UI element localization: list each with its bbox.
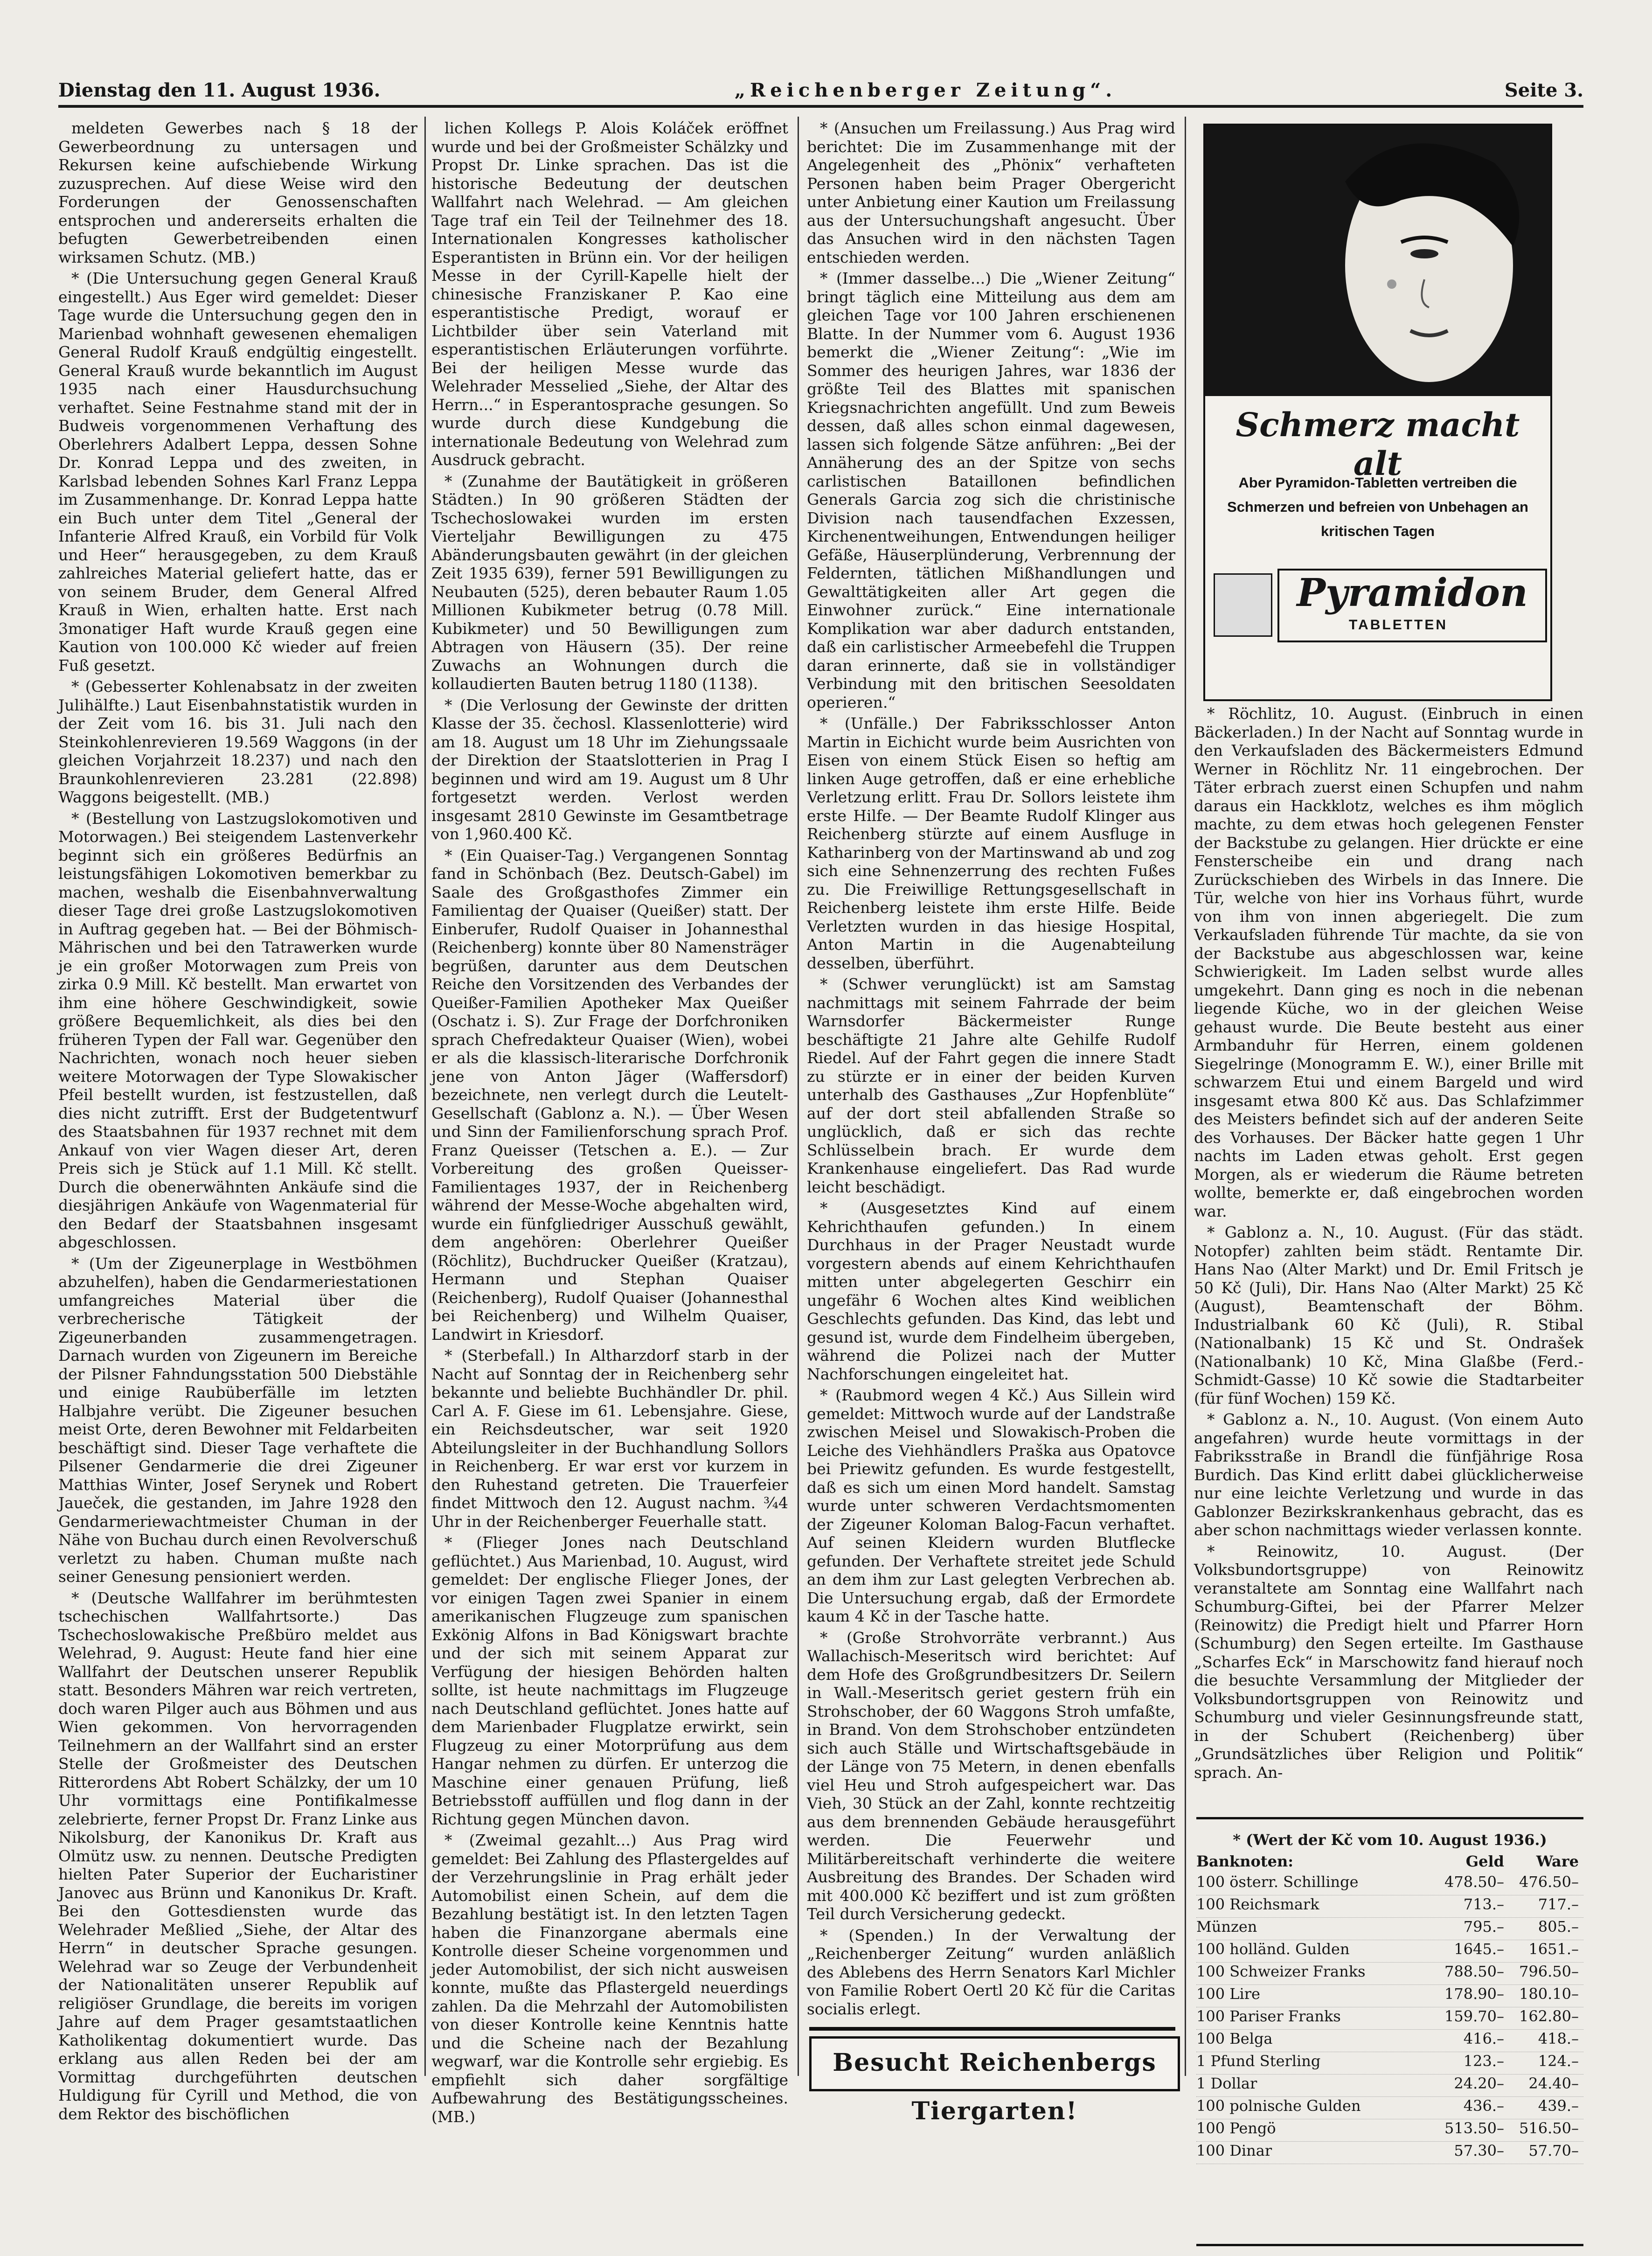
exchange-row <box>1196 2119 1583 2142</box>
newspaper-title: „Reichenberger Zeitung“. <box>735 79 1117 101</box>
rate-geld: 788.50– <box>1444 1963 1504 1980</box>
article-paragraph: lichen Kollegs P. Alois Koláček eröffnet wurde und bei der Großmeister Schälzky und Propst Dr. Linke sprachen. Das ist die historische Bedeutung der deutschen Wallfahrt nach Welehrad. — Am gleichen Tage traf ein Teil der Teilnehmer des 18. Internationalen Kongresses katholischer Esperantisten in Brünn ein. Vor der heiligen Messe in der Cyrill-Kapelle hielt der chinesische Franziskaner P. Kao eine esperantistische Predigt, worauf er Lichtbilder über sein Vaterland mit esperantistischen Erläuterungen vorführte. Bei der heiligen Messe wurde das Welehrader Messelied „Siehe, der Altar des Herrn...“ in Esperantosprache gesungen. So wurde durch diese Kundgebung die internationale Bedeutung von Welehrad zum Ausdruck gebracht. <box>431 119 788 469</box>
currency-name: Münzen <box>1196 1918 1257 1936</box>
exchange-row <box>1196 1963 1583 1985</box>
article-paragraph: * (Schwer verunglückt) ist am Samstag nachmittags mit seinem Fahrrade der beim Warnsdorfer Bäckermeister Runge beschäftigte 21 Jahre alte Gehilfe Rudolf Riedel. Auf der Fahrt gegen die innere Stadt zu stürzte er in einer der beiden Kurven unterhalb des Gasthauses „Zur Hopfenblüte“ auf der dort steil abfallenden Straße so unglücklich, daß er sich das rechte Schlüsselbein brach. Er wurde dem Krankenhause eingeliefert. Das Rad wurde leicht beschädigt. <box>807 975 1175 1196</box>
zoo-banner: Besucht Reichenbergs Tiergarten! <box>809 2036 1180 2091</box>
rate-ware: 24.40– <box>1528 2075 1579 2092</box>
header-geld: Geld <box>1465 1852 1504 1870</box>
column-divider <box>424 117 426 2076</box>
article-paragraph: meldeten Gewerbes nach § 18 der Gewerbeordnung zu untersagen und Rekursen keine aufschiebende Wirkung zuzusprechen. Auf diese Weise wird den Forderungen der Genossenschaften entsprochen und andererseits erhalten die befugten Gewerbetreibenden einen wirksamen Schutz. (MB.) <box>58 119 417 266</box>
article-paragraph: * (Deutsche Wallfahrer im berühmtesten tschechischen Wallfahrtsorte.) Das Tschechoslowakische Preßbüro meldet aus Welehrad, 9. August: Heute fand hier eine Wallfahrt der Deutschen unserer Republik statt. Besonders Mähren war reich vertreten, doch waren Pilger auch aus Böhmen und aus Wien gekommen. Von hervorragenden Teilnehmern an der Wallfahrt sind an erster Stelle der Großmeister des Deutschen Ritterordens Abt Robert Schälzky, der um 10 Uhr vormittags eine Pontifikalmesse zelebrierte, ferner Propst Dr. Franz Linke aus Nikolsburg, der Kanonikus Dr. Kraft aus Olmütz usw. zu nennen. Deutsche Predigten hielten Pater Superior der Eucharistiner Janovec aus Brünn und Kanonikus Dr. Kraft. Bei den Gottesdiensten wurde das Welehrader Meßlied „Siehe, der Altar des Herrn“ in deutscher Sprache gesungen. Welehrad war so Zeuge der Verbundenheit der Nationalitäten unserer Republik auf religiöser Grundlage, die bereits im vorigen Jahre auf dem Prager gesamtstaatlichen Katholikentag dokumentiert wurde. Das erklang aus allen Reden bei der am Vormittag durchgeführten deutschen Huldigung für Cyrill und Method, die von dem Rektor des bischöflichen <box>58 1588 417 2123</box>
article-paragraph: * (Große Strohvorräte verbrannt.) Aus Wallachisch-Meseritsch wird berichtet: Auf dem Hofe des Großgrundbesitzers Dr. Seilern in Wall.-Meseritsch geriet gestern früh ein Strohschober, der 60 Waggons Stroh umfaßte, in Brand. Von dem Strohschober entzündeten sich auch Ställe und Wirtschaftsgebäude in der Länge von 75 Metern, in denen ebenfalls viel Heu und Stroh aufgespeichert war. Das Vieh, 30 Stück an der Zahl, konnte rechtzeitig aus dem brennenden Gebäude herausgeführt werden. Die Feuerwehr und Militärbereitschaft verhinderte die weitere Ausbreitung des Brandes. Der Schaden wird mit 400.000 Kč beziffert und ist zum größten Teil durch Versicherung gedeckt. <box>807 1628 1175 1923</box>
ad-slogan: Schmerz macht alt <box>1236 405 1520 483</box>
article-paragraph: * Gablonz a. N., 10. August. (Für das städt. Notopfer) zahlten beim städt. Rentamte Dir. Hans Nao (Alter Markt) und Dr. Emil Fritsch je 50 Kč (Juli), Dir. Hans Nao (Alter Markt) 25 Kč (August), Beamtenschaft der Böhm. Industrialbank 60 Kč (Juli), R. Stibal (Nationalbank) 15 Kč und St. Ondrašek (Nationalbank) 10 Kč, Mina Glaßbe (Ferd.-Schmidt-Gasse) 10 Kč sowie die Stadtarbeiter (für fünf Wochen) 159 Kč. <box>1194 1223 1583 1407</box>
ad-brand-logo <box>1277 569 1547 642</box>
exchange-header <box>1196 1852 1583 1873</box>
exchange-rate-table <box>1196 1831 1583 2242</box>
article-paragraph: * (Unfälle.) Der Fabriksschlosser Anton Martin in Eichicht wurde beim Ausrichten von Eisen von einem Stück Eisen so heftig am linken Auge getroffen, daß er eine erhebliche Verletzung erlitt. Frau Dr. Sollors leistete ihm erste Hilfe. — Der Beamte Rudolf Klinger aus Reichenberg stürzte auf einem Ausfluge in Katharinberg von der Martinswand ab und zog sich eine Sehnenzerrung des rechten Fußes zu. Die Freiwillige Rettungsgesellschaft in Reichenberg leistete ihm erste Hilfe. Beide Verletzten wurden in das hiesige Hospital, Anton Martin in die Augenabteilung desselben, überführt. <box>807 714 1175 972</box>
article-paragraph: * (Immer dasselbe...) Die „Wiener Zeitung“ bringt täglich eine Mitteilung aus dem am gleichen Tage vor 100 Jahren erschienenen Blatte. In der Nummer vom 6. August 1936 bemerkt die „Wiener Zeitung“: „Wie im Sommer des heurigen Jahres, war 1836 der größte Teil des Blattes mit spanischen Kriegsnachrichten angefüllt. Und zum Beweis dessen, daß alles schon einmal dagewesen, lassen sich folgende Sätze anführen: „Bei der Annäherung des an der Spitze von sechs carlistischen Bataillonen befindlichen Generals Garcia zog sich die christinische Division nach tausendfachen Exzessen, Kirchenentweihungen, Entwendungen heiliger Gefäße, Häuserplünderung, Verbrennung der Feldernten, tätlichen Mißhandlungen und Gewalttätigkeiten aller Art gegen die Einwohner zurück.“ Eine internationale Komplikation war aber dadurch entstanden, daß ein carlistischer Armeebefehl die Truppen daran erinnerte, daß sie in vollständiger Verbindung mit den britischen Seesoldaten operieren.“ <box>807 269 1175 711</box>
brand-name: Pyramidon <box>1297 571 1528 615</box>
exchange-row <box>1196 2097 1583 2119</box>
header-banknotes: Banknoten: <box>1196 1852 1294 1870</box>
exchange-row <box>1196 1873 1583 1895</box>
rate-geld: 436.– <box>1463 2097 1504 2115</box>
currency-name: 100 Reichsmark <box>1196 1895 1319 1913</box>
currency-name: 100 Belga <box>1196 2030 1273 2047</box>
article-paragraph: * (Bestellung von Lastzugslokomotiven und Motorwagen.) Bei steigendem Lastenverkehr beginnt sich ein größeres Bedürfnis an leistungsfähigen Lokomotiven bemerkbar zu machen, weshalb die Eisenbahnverwaltung dieser Tage drei große Lastzugslokomotiven in Auftrag gegeben hat. — Bei der Böhmisch-Mährischen und bei den Tatrawerken wurde je ein großer Motorwagen zum Preis von zirka 0.9 Mill. Kč bestellt. Man erwartet von ihm eine höhere Geschwindigkeit, sowie größere Bequemlichkeit, als dies bei den früheren Typen der Fall war. Gegenüber den Nachrichten, wonach noch heuer sieben weitere Motorwagen der Type Slowakischer Pfeil bestellt wurden, ist festzustellen, daß dies nicht zutrifft. Erst der Budgetentwurf des Staatsbahnen für 1937 rechnet mit dem Ankauf von vier Wagen dieser Art, deren Preis sich je Stück auf 1.1 Mill. Kč stellt. Durch die obenerwähnten Ankäufe sind die diesjährigen Ankäufe von Wagenmaterial für den Bedarf der Staatsbahnen insgesamt abgeschlossen. <box>58 809 417 1251</box>
column-4 <box>1194 704 1583 1801</box>
article-paragraph: * (Sterbefall.) In Altharzdorf starb in der Nacht auf Sonntag der in Reichenberg sehr bekannte und beliebte Buchhändler Dr. phil. Carl A. F. Giese im 61. Lebensjahre. Giese, ein Reichsdeutscher, war seit 1920 Abteilungsleiter in der Buchhandlung Sollors in Reichenberg. Er war erst vor kurzem in den Ruhestand getreten. Die Trauerfeier findet Mittwoch den 12. August nachm. ¾4 Uhr in der Reichenberger Feuerhalle statt. <box>431 1346 788 1531</box>
exchange-row <box>1196 1895 1583 1918</box>
rate-ware: 439.– <box>1538 2097 1579 2115</box>
currency-name: 100 österr. Schillinge <box>1196 1873 1359 1891</box>
article-paragraph: * (Die Untersuchung gegen General Krauß eingestellt.) Aus Eger wird gemeldet: Dieser Tage wurde die Untersuchung gegen den in Marienbad wohnhaft gewesenen ehemaligen General Rudolf Krauß endgültig eingestellt. General Krauß wurde bekanntlich im August 1935 nach einer Hausdurchsuchung verhaftet. Seine Festnahme stand mit der in Budweis vorgenommenen Verhaftung des Oberlehrers Adalbert Leppa, dessen Sohne Dr. Konrad Leppa und des zweiten, in Karlsbad lebenden Sohnes Karl Franz Leppa im Zusammenhange. Dr. Konrad Leppa hatte ein Buch unter dem Titel „General der Infanterie Alfred Krauß, ein Vorbild für Volk und Heer“ herausgegeben, zu dem Krauß zahlreiches Material geliefert hatte, das er von seinem Bruder, dem General Alfred Krauß in Wien, erhalten hatte. Erst nach 3monatiger Haft wurde Krauß gegen eine Kaution von 100.000 Kč wieder auf freien Fuß gesetzt. <box>58 269 417 675</box>
article-paragraph: * (Zunahme der Bautätigkeit in größeren Städten.) In 90 größeren Städten der Tschechoslowakei wurden im ersten Vierteljahr Bewilligungen zu 475 Abänderungsbauten gewährt (in der gleichen Zeit 1935 639), ferner 591 Bewilligungen zu Neubauten (525), deren bebauter Raum 1.05 Millionen Kubikmeter betrug (0.78 Mill. Kubikmeter) und 50 Bewilligungen zum Abtragen von Häusern (35). Der reine Zuwachs an Wohnungen durch die kollaudierten Bauten betrug 1180 (1138). <box>431 472 788 693</box>
rate-geld: 513.50– <box>1444 2119 1504 2137</box>
exchange-row <box>1196 2030 1583 2052</box>
article-paragraph: * (Ausgesetztes Kind auf einem Kehrichthaufen gefunden.) In einem Durchhaus in der Prager Neustadt wurde vorgestern abends auf einem Kehrichthaufen mitten unter abgelegerten Geschirr ein ungefähr 6 Wochen altes Kind weiblichen Geschlechts gefunden. Das Kind, das lebt und gesund ist, wurde dem Findelheim übergeben, während die Polizei nach der Mutter Nachforschungen eingeleitet hat. <box>807 1199 1175 1383</box>
rate-ware: 717.– <box>1538 1895 1579 1913</box>
page-number: Seite 3. <box>1504 79 1583 101</box>
currency-name: 1 Pfund Sterling <box>1196 2052 1321 2070</box>
rate-ware: 476.50– <box>1519 1873 1579 1891</box>
rate-ware: 516.50– <box>1519 2119 1579 2137</box>
pyramidon-advertisement <box>1203 124 1552 701</box>
article-paragraph: * (Ein Quaiser-Tag.) Vergangenen Sonntag fand in Schönbach (Bez. Deutsch-Gabel) im Saale des Großgasthofes Zimmer ein Familientag der Quaiser (Queißer) statt. Der Einberufer, Rudolf Quaiser in Johannesthal (Reichenberg) konnte über 80 Namensträger begrüßen, darunter aus dem Deutschen Reiche den Vorsitzenden des Verbandes der Queißer-Familien Apotheker Max Queißer (Oschatz i. S). Zur Frage der Dorfchroniken sprach Chefredakteur Quaiser (Wien), wobei er als die klassisch-literarische Dorfchronik jene von Anton Jäger (Waffersdorf) bezeichnete, nen verlegt durch die Leutelt-Gesellschaft (Gablonz a. N.). — Über Wesen und Sinn der Familienforschung sprach Prof. Franz Queisser (Tetschen a. E.). — Zur Vorbereitung des großen Queisser-Familientages 1937, der in Reichenberg während der Messe-Woche abgehalten wird, wurde ein fünfgliedriger Ausschuß gewählt, dem angehören: Oberlehrer Queißer (Röchlitz), Buchdrucker Queißer (Kratzau), Hermann und Stephan Quaiser (Reichenberg), Rudolf Quaiser (Johannesthal bei Reichenberg) und Wilhelm Quaiser, Landwirt in Kriesdorf. <box>431 846 788 1344</box>
issue-date: Dienstag den 11. August 1936. <box>58 79 381 101</box>
rate-geld: 416.– <box>1463 2030 1504 2047</box>
rate-geld: 1645.– <box>1454 1940 1504 1958</box>
exchange-title: * (Wert der Kč vom 10. August 1936.) <box>1233 1831 1547 1849</box>
currency-name: 100 Lire <box>1196 1985 1260 2003</box>
currency-name: 100 holländ. Gulden <box>1196 1940 1350 1958</box>
rate-geld: 57.30– <box>1454 2142 1504 2159</box>
currency-name: 100 Dinar <box>1196 2142 1272 2159</box>
column-divider <box>798 117 799 2076</box>
exchange-row <box>1196 1940 1583 1963</box>
exchange-row <box>1196 2142 1583 2164</box>
exchange-row <box>1196 2052 1583 2075</box>
currency-name: 1 Dollar <box>1196 2075 1257 2092</box>
rate-geld: 795.– <box>1463 1918 1504 1936</box>
currency-name: 100 Schweizer Franks <box>1196 1963 1366 1980</box>
article-paragraph: * Gablonz a. N., 10. August. (Von einem Auto angefahren) wurde heute vormittags in der Fabriksstraße in Brandl die fünfjährige Rosa Burdich. Das Kind erlitt dabei glücklicherweise nur eine leichte Verletzung und wurde in das Gablonzer Bezirkskrankenhaus gebracht, das es aber schon nachmittags wieder verlassen konnte. <box>1194 1410 1583 1539</box>
currency-name: 100 polnische Gulden <box>1196 2097 1361 2115</box>
rate-geld: 123.– <box>1463 2052 1504 2070</box>
article-paragraph: * (Ansuchen um Freilassung.) Aus Prag wird berichtet: Die im Zusammenhange mit der Angelegenheit des „Phönix“ verhafteten Personen haben beim Prager Obergericht unter Anbietung einer Kaution um Freilassung aus der Untersuchungshaft angesucht. Über das Ansuchen wird in den nächsten Tagen entschieden werden. <box>807 119 1175 266</box>
exchange-rows <box>1196 1873 1583 2164</box>
header-ware: Ware <box>1536 1852 1579 1870</box>
article-paragraph: * (Die Verlosung der Gewinste der dritten Klasse der 35. čechosl. Klassenlotterie) wird am 18. August um 18 Uhr im Ziehungssaale der Direktion der Staatslotterien in Prag I beginnen und wird am 19. August um 8 Uhr fortgesetzt werden. Verlost werden insgesamt 2810 Gewinste im Gesamtbetrage von 1,960.400 Kč. <box>431 696 788 843</box>
rate-geld: 178.90– <box>1444 1985 1504 2003</box>
rate-ware: 418.– <box>1538 2030 1579 2047</box>
currency-name: 100 Pariser Franks <box>1196 2007 1341 2025</box>
rate-ware: 124.– <box>1538 2052 1579 2070</box>
masthead-rule <box>58 105 1583 108</box>
rate-geld: 159.70– <box>1444 2007 1504 2025</box>
exchange-top-rule <box>1196 1817 1583 1819</box>
column-3 <box>807 119 1175 2022</box>
exchange-bottom-rule <box>1196 2244 1583 2246</box>
rate-ware: 796.50– <box>1519 1963 1579 1980</box>
column-1 <box>58 119 417 2125</box>
article-paragraph: * (Raubmord wegen 4 Kč.) Aus Sillein wird gemeldet: Mittwoch wurde auf der Landstraße zwischen Meisel und Slowakisch-Proben die Leiche des Viehhändlers Praška aus Opatovce bei Priewitz gefunden. Es wurde festgestellt, daß es sich um einen Mord handelt. Samstag wurde unter schweren Verdachtsmomenten der Zigeuner Koloman Balog-Facun verhaftet. Auf seinen Kleidern wurden Blutflecke gefunden. Der Verhaftete streitet jede Schuld an dem ihm zur Last gelegten Verbrechen ab. Die Untersuchung ergab, daß der Ermordete kaum 4 Kč in der Tasche hatte. <box>807 1386 1175 1625</box>
article-paragraph: * Reinowitz, 10. August. (Der Volksbundortsgruppe) von Reinowitz veranstaltete am Sonntag eine Wallfahrt nach Schumburg-Giftei, bei der Pfarrer Melzer (Reinowitz) die Predigt hielt und Pfarrer Horn (Schumburg) den Segen erteilte. Im Gasthause „Scharfes Eck“ in Marschowitz fand hierauf noch die besuchte Versammlung der Mitglieder der Volksbundortsgruppen von Reinowitz und Schumburg und vieler Gesinnungsfreunde statt, in der Schubert (Reichenberg) über „Grundsätzliches über Religion und Politik“ sprach. An- <box>1194 1542 1583 1782</box>
rate-ware: 1651.– <box>1528 1940 1579 1958</box>
rate-ware: 57.70– <box>1528 2142 1579 2159</box>
column-2 <box>431 119 788 2126</box>
exchange-row <box>1196 2007 1583 2030</box>
rate-geld: 24.20– <box>1454 2075 1504 2092</box>
article-paragraph: * (Spenden.) In der Verwaltung der „Reichenberger Zeitung“ wurden anläßlich des Ablebens des Herrn Senators Karl Michler von Familie Robert Oertl 20 Kč für die Caritas socialis erlegt. <box>807 1926 1175 2018</box>
tablet-box-illustration <box>1214 573 1272 637</box>
article-paragraph: * (Um der Zigeunerplage in Westböhmen abzuhelfen), haben die Gendarmeriestationen umfangreiches Material über die verbrecherische Tätigkeit der Zigeunerbanden zusammengetragen. Darnach wurden von Zigeunern im Bereiche der Pilsner Fahndungsstation 500 Diebstähle und einige Raubüberfälle im letzten Halbjahre verübt. Die Zigeuner besuchen meist Orte, deren Bewohner mit Feldarbeiten beschäftigt sind. Dieser Tage verhaftete die Pilsener Gendarmerie die drei Zigeuner Matthias Winter, Josef Serynek und Robert Jaueček, die gestanden, im Jahre 1928 den Gendarmeriewachtmeister Chuman in der Nähe von Buchau durch einen Revolverschuß verletzt zu haben. Chuman mußte nach seiner Genesung pensioniert werden. <box>58 1254 417 1586</box>
rate-ware: 805.– <box>1538 1918 1579 1936</box>
masthead <box>58 70 1583 107</box>
exchange-row <box>1196 2075 1583 2097</box>
article-paragraph: * (Zweimal gezahlt...) Aus Prag wird gemeldet: Bei Zahlung des Pflastergeldes auf der Verzehrungslinie in Prag erhält jeder Automobilist einen Schein, auf dem die Bezahlung bestätigt ist. In den letzten Tagen haben die Finanzorgane abermals eine Kontrolle dieser Scheine vorgenommen und jeder Automobilist, der sich nicht ausweisen konnte, mußte das Pflastergeld neuerdings zahlen. Da die Mehrzahl der Automobilisten von dieser Kontrolle keine Kenntnis hatte und die Scheine nach der Bezahlung wegwarf, war die Kontrolle sehr ergiebig. Es empfiehlt sich daher sorgfältige Aufbewahrung des Bestätigungsscheines. (MB.) <box>431 1831 788 2126</box>
article-paragraph: * (Flieger Jones nach Deutschland geflüchtet.) Aus Marienbad, 10. August, wird gemeldet: Der englische Flieger Jones, der vor einigen Tagen zwei Spanier in einem amerikanischen Flugzeuge zum spanischen Exkönig Alfons in Bad Königswart brachte und der sich mit seinem Apparat zur Verfügung der hiesigen Behörden halten sollte, ist heute nachmittags im Flugzeuge nach Deutschland geflüchtet. Jones hatte auf dem Marienbader Flugplatze erwirkt, sein Flugzeug zu einer Motorprüfung aus dem Hangar nehmen zu dürfen. Er unterzog die Maschine einer genauen Prüfung, ließ Betriebsstoff auffüllen und flog dann in der Richtung gegen München davon. <box>431 1533 788 1828</box>
rate-geld: 478.50– <box>1444 1873 1504 1891</box>
article-paragraph: * Röchlitz, 10. August. (Einbruch in einen Bäckerladen.) In der Nacht auf Sonntag wurde in den Verkaufsladen des Bäckermeisters Edmund Werner in Röchlitz Nr. 11 eingebrochen. Der Täter erbrach zuerst einen Schupfen und nahm daraus ein Hackklotz, welches es ihm möglich machte, zu dem etwas hoch gelegenen Fenster der Backstube zu gelangen. Hier drückte er eine Fensterscheibe ein und drang nach Zurückschieben des Wirbels in das Innere. Die Tür, welche von hier ins Vorhaus führt, wurde von ihm von innen abgeriegelt. Die zum Verkaufsladen führende Tür machte, da sie von der Backstube aus abgeschlossen war, keine Schwierigkeit. Im Laden selbst wurde alles umgekehrt. Dann ging es noch in die nebenan liegende Küche, wo in der gleichen Weise gehaust wurde. Die Beute besteht aus einer Armbanduhr für Herren, einem goldenen Siegelringe (Monogramm E. W.), einer Brille mit schwarzem Etui und einem Bargeld und wird insgesamt etwa 800 Kč aus. Das Schlafzimmer des Meisters befindet sich auf der anderen Seite des Vorhauses. Der Bäcker hatte gegen 1 Uhr nachts im Laden etwas geholt. Erst gegen Morgen, als er wiederum die Räume betreten wollte, bemerkte er, daß eingebrochen worden war. <box>1194 704 1583 1220</box>
column-divider <box>1185 117 1186 2076</box>
brand-subtitle: TABLETTEN <box>1348 617 1448 633</box>
exchange-row <box>1196 1985 1583 2007</box>
ad-body-text: Aber Pyramidon-Tabletten vertreiben die Schmerzen und befreien von Unbehagen an kritischen Tagen <box>1227 474 1528 539</box>
rate-ware: 162.80– <box>1519 2007 1579 2025</box>
banner-rule <box>809 2027 1175 2031</box>
rate-geld: 713.– <box>1463 1895 1504 1913</box>
exchange-row <box>1196 1918 1583 1940</box>
article-paragraph: * (Gebesserter Kohlenabsatz in der zweiten Julihälfte.) Laut Eisenbahnstatistik wurden in der Zeit vom 16. bis 31. Juli nach den Steinkohlenrevieren 19.569 Waggons (in der gleichen Vorjahrzeit 18.237) und nach den Braunkohlenrevieren 23.281 (22.898) Waggons beigestellt. (MB.) <box>58 677 417 806</box>
currency-name: 100 Pengö <box>1196 2119 1276 2137</box>
rate-ware: 180.10– <box>1519 1985 1579 2003</box>
woman-portrait-illustration <box>1205 125 1550 396</box>
